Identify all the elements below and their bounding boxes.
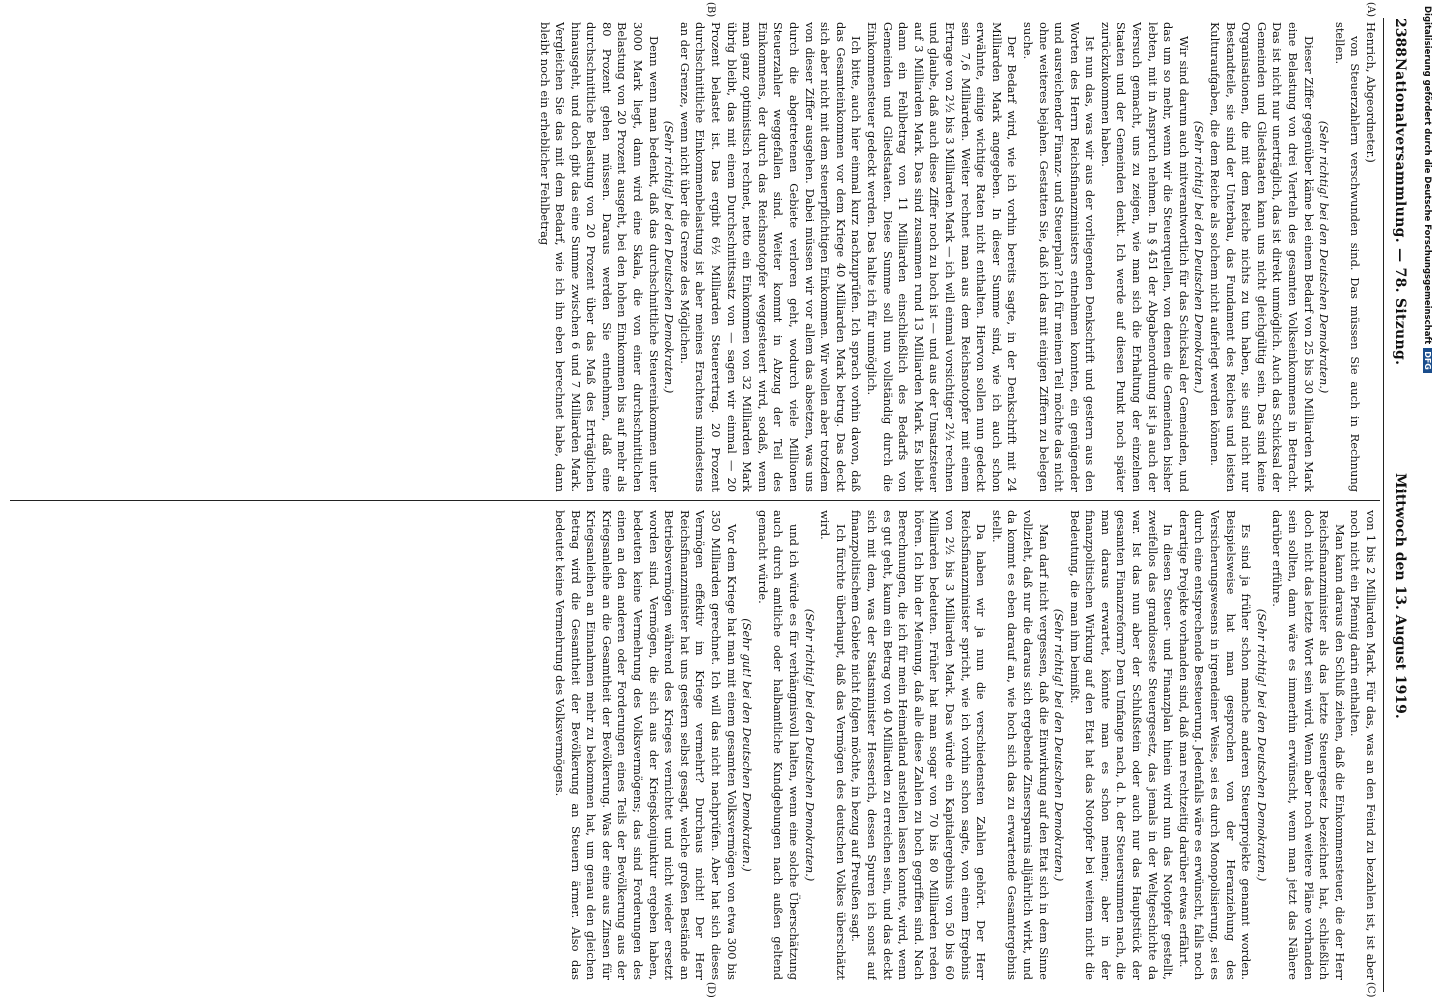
digitization-sidebar xyxy=(1418,0,1434,1000)
dfg-logo: DFG xyxy=(1423,348,1432,373)
paragraph: Man kann daraus den Schluß ziehen, daß die Einkommensteuer, die der Herr Reichsfinanzminister als das letzte Steuergesetz bezeichnet hat, schließlich doch nicht das letzte Wort sein wird. Wenn aber noch weitere Pläne vorhanden sein sollten, dann wäre es immerhin erwünscht, wenn man jetzt das Nähere darüber erführe. xyxy=(1270,510,1347,980)
paragraph: und ich würde es für verhängnisvoll halten, wenn eine solche Überschätzung auch durch amtliche oder halbamtliche Kundgebungen nach außen geltend gemacht würde. xyxy=(755,510,802,980)
paragraph: Man darf nicht vergessen, daß die Einwirkung auf den Etat sich in dem Sinne vollzieht, daß nur die daraus sich ergebende Zinsersparnis alljährlich wirkt, und da kommt es eben darauf an, wie hoch sich das zu erwartende Gesamtergebnis stellt. xyxy=(989,510,1051,980)
paragraph: Denn wenn man bedenkt, daß das durchschnittliche Steuereinkommen unter 3000 Mark liegt, dann wird eine Skala, die von einer durchschnittlichen Belastung von 20 Prozent ausgeht, bei den hohen Einkommen bis auf mehr als 80 Prozent gehen müssen. Daraus werden Sie entnehmen, daß eine durchschnittliche Belastung von 20 Prozent über das Maß des Erträglichen hinausgeht, und doch gibt das eine Summe zwischen 6 und 7 Milliarden Mark. Vergleichen Sie das mit dem Bedarf, wie ich ihn eben berechnet habe, dann bleibt noch ein erheblicher Fehlbetrag xyxy=(537,22,661,492)
paragraph: Dieser Ziffer gegenüber käme bei einem Bedarf von 25 bis 30 Milliarden Mark eine Belastung von drei Vierteln des gesamten Volkseinkommens in Betracht. Das ist nicht nur unerträglich, das ist direkt unmöglich. Auch das Schicksal der Gemeinden und Gliedstaaten kann uns nicht gleichgültig sein. Das sind keine Organisationen, die mit dem Reiche nichts zu tun haben, sie sind nicht nur Bestandteile, sie sind der Unterbau, das Fundament des Reiches und leisten Kulturaufgaben, die dem Reiche als solchem nicht auferlegt werden können. xyxy=(1208,22,1316,492)
paragraph: von 1 bis 2 Milliarden Mark. Für das, was an den Feind zu bezahlen ist, ist aber noch nicht ein Pfennig darin enthalten. xyxy=(1348,510,1378,980)
right-text-column xyxy=(18,510,1378,980)
left-running-title: Nationalversammlung. — 78. Sitzung. xyxy=(1392,58,1408,366)
margin-marker-c: (C) xyxy=(1365,982,1376,998)
page-header xyxy=(1380,18,1408,992)
header-rule xyxy=(1383,18,1384,992)
paragraph: Ich bitte, auch hier einmal kurz nachzuprüfen. Ich sprach vorhin davon, daß das Gesamteinkommen vor dem Kriege 40 Milliarden Mark betrug. Das deckt sich aber nicht mit dem steuerpflichtigen Einkommen. Wir wollen aber trotzdem von dieser Ziffer ausgehen. Dabei müssen wir vor allem das absetzen, was uns durch die abgetretenen Gebiete verloren geht, wodurch viele Millionen Steuerzahler weggefallen sind. Weiter kommt in Abzug der Teil des Einkommens, der durch das Reichsnotopfer weggesteuert wird, sodaß, wenn man ganz optimistisch rechnet, netto ein Einkommen von 32 Milliarden Mark übrig bleibt, das mit einem Durchschnittssatz von — sagen wir einmal — 20 Prozent belastet ist. Das ergibt 6½ Milliarden Steuerertrag. 20 Prozent durchschnittliche Einkommenbelastung ist aber meines Erachtens mindestens an der Grenze, wenn nicht über die Grenze des Möglichen. xyxy=(677,22,864,492)
paragraph: Henrich, Abgeordneter.) xyxy=(1364,22,1378,163)
paragraph: Es sind ja früher schon manche anderen Steuerprojekte genannt worden. Beispielsweise hat man gesprochen von der Heranziehung des Versicherungswesens in irgendeiner Weise, sei es durch Monopolisierung, sei es durch eine entsprechende Besteuerung. Jedenfalls wäre es erwünscht, falls noch derartige Projekte vorhanden sind, daß man rechtzeitig darüber etwas erfährt. xyxy=(1176,510,1254,980)
interjection: (Sehr gut! bei den Deutschen Demokraten.) xyxy=(740,618,755,872)
paragraph: Wir sind darum auch mitverantwortlich für das Schicksal der Gemeinden, und das um so mehr, wenn wir die Steuerquellen, von denen die Gemeinden bisher lebten, mit in Anspruch nehmen. In § 451 der Abgabenordnung ist ja auch der Versuch gemacht, uns zu zeigen, wie man sich die Erhaltung der einzelnen Staaten und der Gemeinden denkt. Ich werde auf diesen Punkt noch später zurückzukommen haben. xyxy=(1098,22,1191,492)
margin-marker-a: (A) xyxy=(1365,2,1376,18)
paragraph: Da haben wir ja nun die verschiedensten Zahlen gehört. Der Herr Reichsfinanzminister spricht, wie ich vorhin schon sagte, von einem Ergebnis von 2½ bis 3 Milliarden Mark. Das würde ein Kapitalergebnis von 50 bis 60 Milliarden bedeuten. Früher hat man sogar von 70 bis 80 Milliarden reden hören. Ich bin der Meinung, daß alle diese Zahlen zu hoch gegriffen sind. Nach Berechnungen, die ich für mein Heimatland anstellen lassen konnte, wird, wenn es gut geht, kaum ein Betrag von 40 Milliarden zu erreichen sein, und das deckt sich mit dem, was der Staatsminister Hesserich, dessen Spuren ich sonst auf finanzpolitischem Gebiete nicht folgen möchte, in bezug auf Preußen sagt. xyxy=(849,510,989,980)
interjection: (Sehr richtig! bei den Deutschen Demokraten.) xyxy=(1052,608,1067,882)
left-text-column xyxy=(18,22,1378,492)
digitization-note: Digitalisierung gefördert durch die Deutsche Forschungsgemeinschaft xyxy=(1422,6,1432,345)
interjection: (Sehr richtig! bei den Deutschen Demokraten.) xyxy=(662,120,677,394)
paragraph: Ich fürchte überhaupt, daß das Vermögen des deutschen Volkes überschätzt wird. xyxy=(818,510,848,980)
margin-marker-b: (B) xyxy=(705,2,716,18)
paragraph: Ist nun das, was wir aus der vorliegenden Denkschrift und gestern aus den Worten des Herrn Reichsfinanzministers entnehmen konnten, ein genügender und ausreichender Finanz- und Steuerplan? Ich für meinen Teil möchte das nicht ohne weiteres bejahen. Gestatten Sie, daß ich das mit einigen Ziffern zu belegen suche. xyxy=(1020,22,1098,492)
interjection: (Sehr richtig! bei den Deutschen Demokraten.) xyxy=(1317,120,1332,394)
interjection: (Sehr richtig! bei den Deutschen Demokraten.) xyxy=(1192,120,1207,394)
paragraph: In diesen Steuer- und Finanzplan hinein wird nun das Notopfer gestellt, zweifellos das grandioseste Steuergesetz, das jemals in der Weltgeschichte da war. Ist das nun aber der Schlußstein oder auch nur das Hauptstück der gesamten Finanzreform? Dem Umfange nach, d. h. der Steuersummen nach, die man daraus erwartet, könnte man es schon meinen; aber in der finanzpolitischen Wirkung auf den Etat hat das Notopfer bei weitem nicht die Bedeutung, die man ihm beimißt. xyxy=(1067,510,1176,980)
interjection: (Sehr richtig! bei den Deutschen Demokraten.) xyxy=(802,608,817,882)
interjection: (Sehr richtig! bei den Deutschen Demokraten.) xyxy=(1254,608,1269,882)
margin-marker-d: (D) xyxy=(705,982,716,998)
right-running-title: Mittwoch den 13. August 1919. xyxy=(1392,473,1408,719)
paragraph: Der Bedarf wird, wie ich vorhin bereits sagte, in der Denkschrift mit 24 Milliarden Mark angegeben. In dieser Summe sind, wie ich auch schon erwähnte, einige wichtige Raten nicht enthalten. Hiervon sollen nun gedeckt sein 7,6 Milliarden. Weiter rechnet man aus dem Reichsnotopfer mit einem Ertrage von 2½ bis 3 Milliarden Mark — ich will einmal vorsichtiger 2½ rechnen und glaube, daß auch diese Ziffer noch zu hoch ist — und aus der Umsatzsteuer auf 3 Milliarden Mark. Das sind zusammen rund 13 Milliarden Mark. Es bleibt dann ein Fehlbetrag von 11 Milliarden einschließlich des Bedarfs von Gemeinden und Gliedstaaten. Diese Summe soll nun vollständig durch die Einkommensteuer gedeckt werden. Das halte ich für unmöglich. xyxy=(865,22,1020,492)
paragraph: von Steuerzahlern verschwunden sind. Das müssen Sie auch in Rechnung stellen. xyxy=(1332,22,1363,492)
page-number: 2388 xyxy=(1392,18,1408,57)
paragraph: Vor dem Kriege hat man mit einem gesamten Volksvermögen von etwa 300 bis 350 Milliarden gerechnet. Ich will das nicht nachprüfen. Aber hat sich dieses Vermögen effektiv im Kriege vermehrt? Durchaus nicht! Der Herr Reichsfinanzminister hat uns gestern selbst gesagt, welche großen Bestände an Betriebsvermögen während des Krieges vernichtet und nicht wieder ersetzt worden sind. Vermögen, die sich aus der Kriegskonjunktur ergeben haben, bedeuten keine Vermehrung des Volksvermögens; das sind Forderungen des einen an den anderen oder Forderungen eines Teils der Bevölkerung aus der Kriegsanleihe an die Gesamtheit der Bevölkerung. Was der eine aus Zinsen für Kriegsanleihen an Einnahmen mehr zu bekommen hat, um genau den gleichen Betrag wird die Gesamtheit der Bevölkerung an Steuern ärmer. Also das bedeutet keine Vermehrung des Volksvermögens. xyxy=(553,510,739,980)
column-divider xyxy=(10,500,1380,501)
